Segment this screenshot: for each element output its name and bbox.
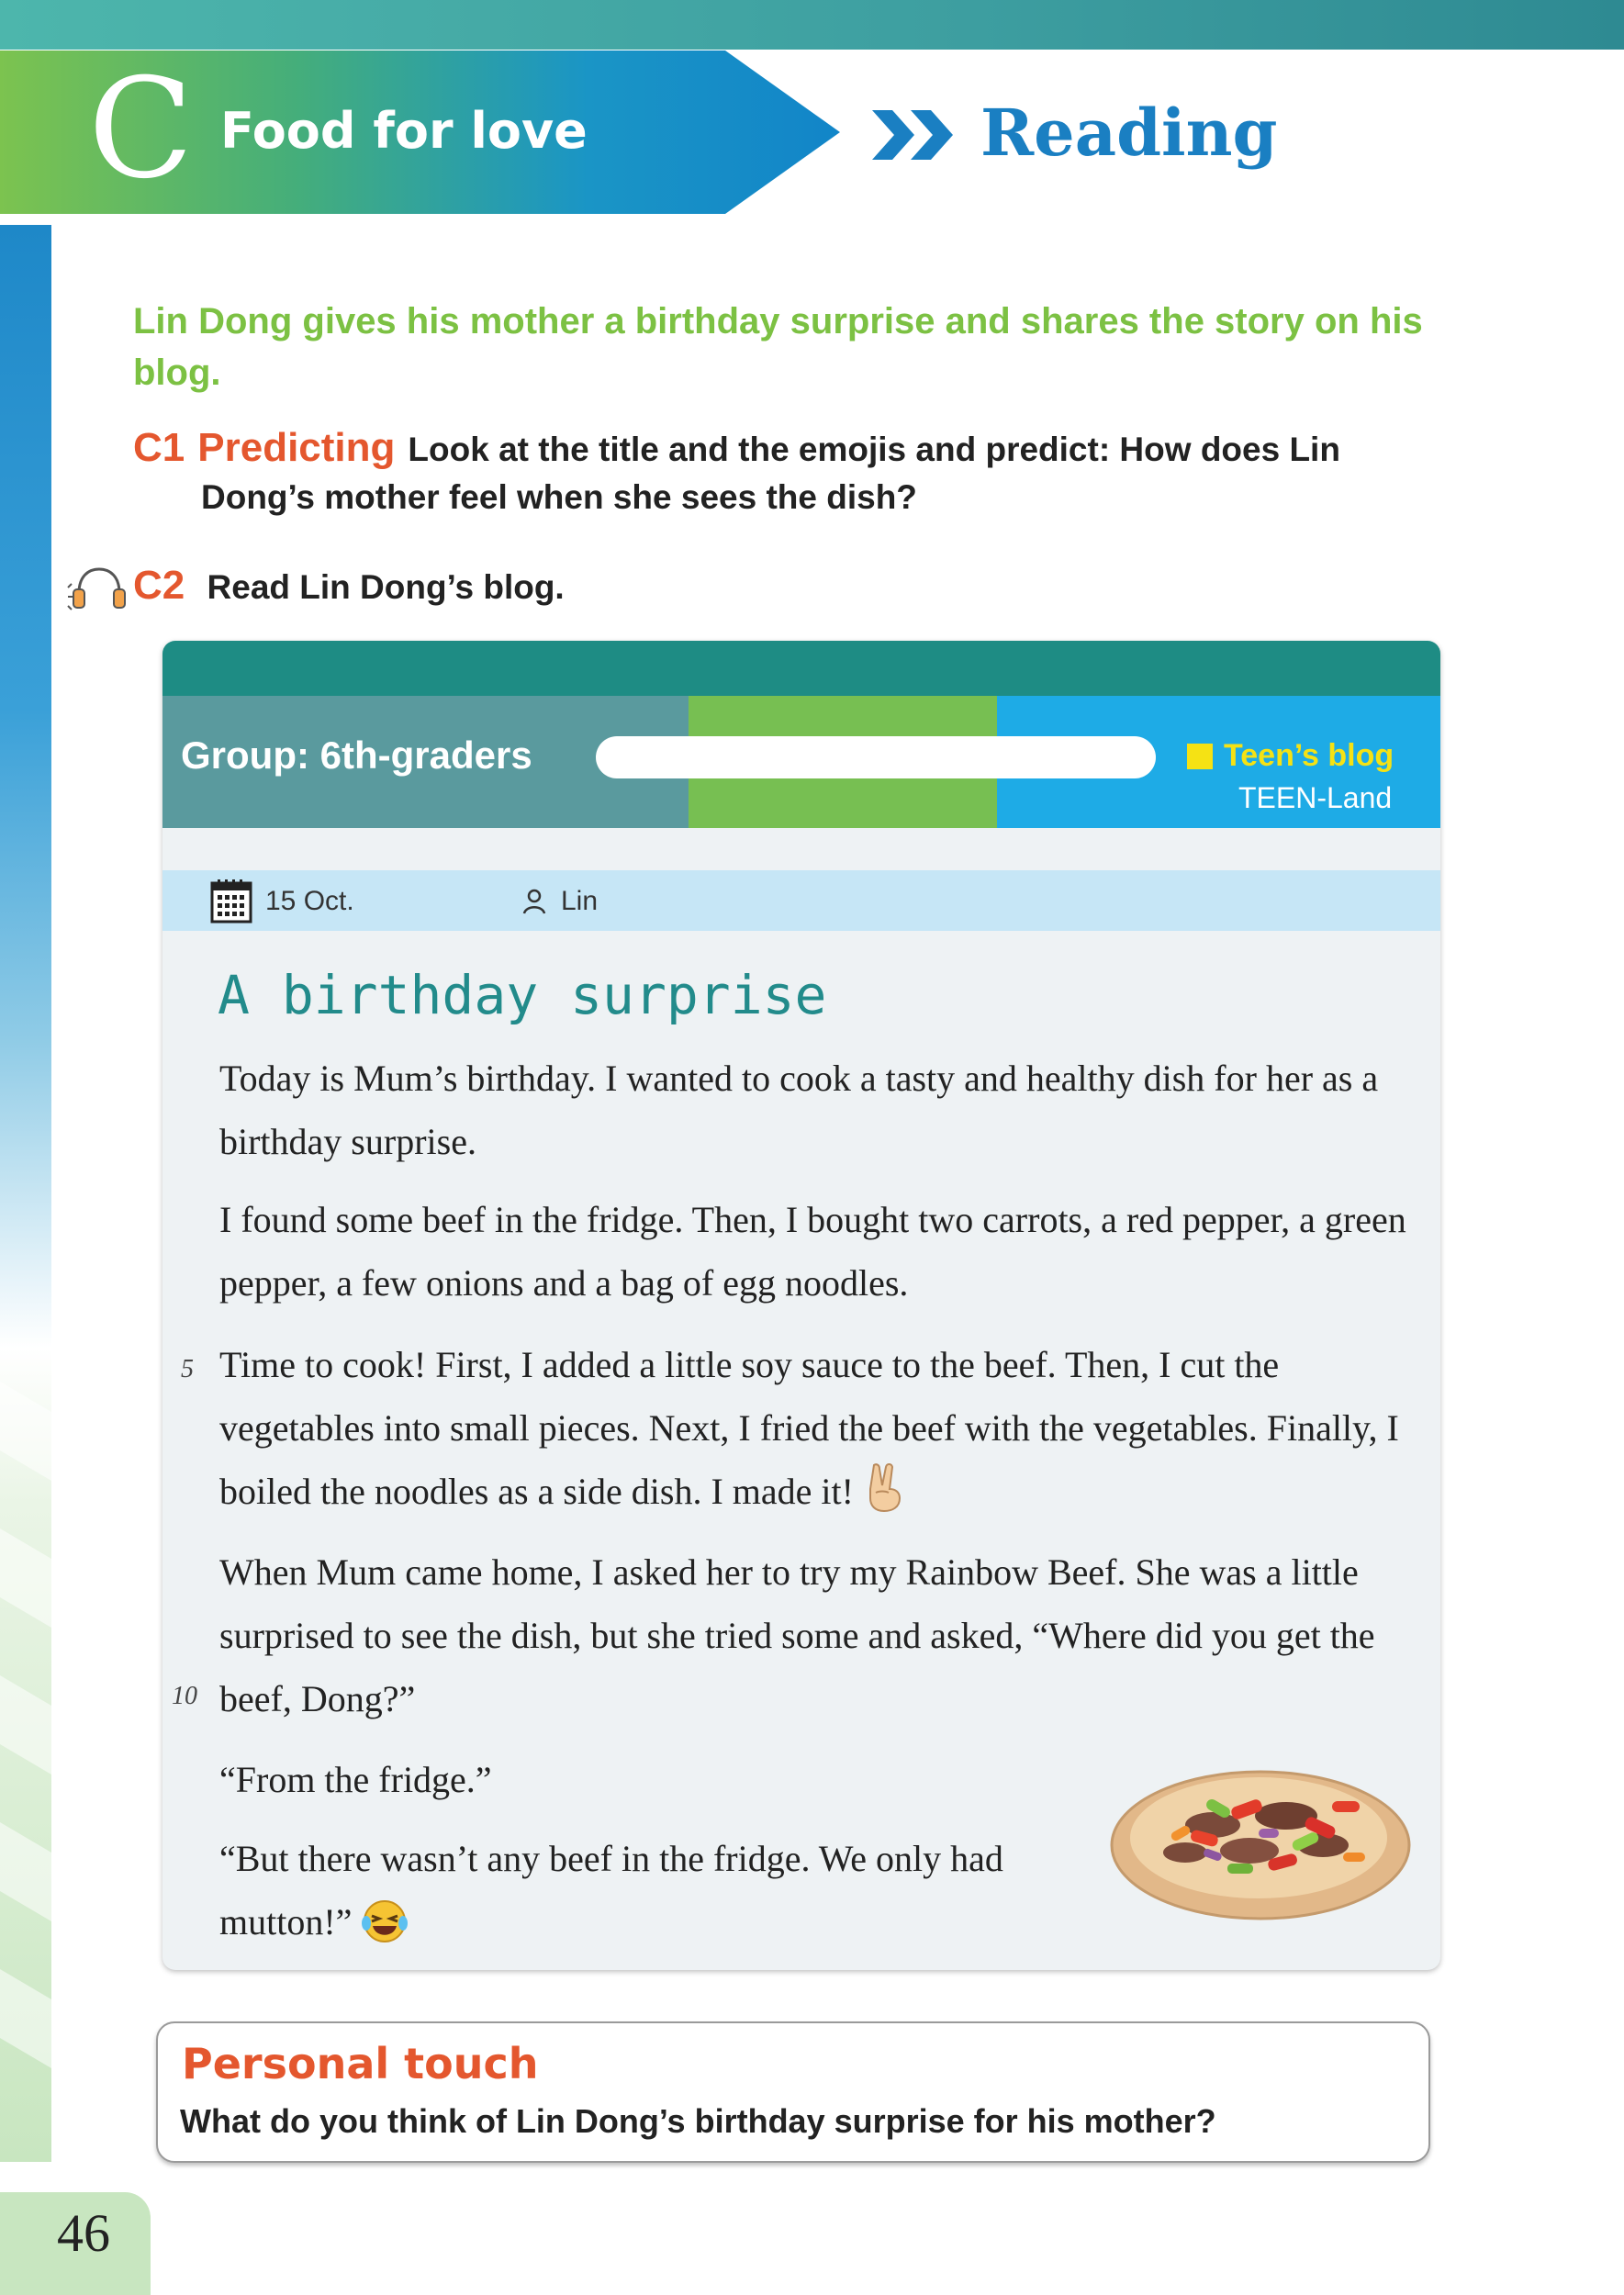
intro-text: Lin Dong gives his mother a birthday surprise and shares the story on his blog. xyxy=(133,301,1423,393)
post-author: Lin xyxy=(561,886,599,916)
blog-brand-name: Teen’s blog xyxy=(1224,738,1394,773)
post-paragraph xyxy=(219,1827,1101,1954)
rainbow-beef-dish-image xyxy=(1103,1742,1415,1926)
task-text: Look at the title and the emojis and predict: How does Lin xyxy=(408,431,1340,468)
peace-hand-emoji-icon xyxy=(861,1461,907,1513)
task-c2 xyxy=(133,562,565,611)
task-number: C1 xyxy=(133,425,185,470)
task-keyword: Predicting xyxy=(197,425,396,470)
personal-touch-question: What do you think of Lin Dong’s birthday surprise for his mother? xyxy=(180,2102,1216,2140)
headphones-icon xyxy=(66,565,127,613)
top-stripe xyxy=(0,0,1624,50)
line-number: 10 xyxy=(172,1682,197,1710)
chevron-shape xyxy=(0,1382,51,1519)
post-title: A birthday surprise xyxy=(218,964,827,1026)
task-text-continued: Dong’s mother feel when she sees the dish? xyxy=(201,478,917,516)
line-number: 5 xyxy=(181,1355,194,1383)
post-paragraph-text: “But there wasn’t any beef in the fridge. We only had mutton!” xyxy=(219,1838,1003,1942)
post-paragraph: I found some beef in the fridge. Then, I bought two carrots, a red pepper, a green pepper, a few onions and a bag of egg noodles. xyxy=(219,1199,1406,1304)
brand-square-icon xyxy=(1187,744,1213,769)
blog-group-label: Group: 6th-graders xyxy=(181,733,532,777)
blog-top-strip xyxy=(162,641,1440,696)
post-paragraph: Today is Mum’s birthday. I wanted to cook a tasty and healthy dish for her as a birthday surprise. xyxy=(219,1058,1379,1162)
left-decorative-bar xyxy=(0,225,51,2162)
chevron-shape xyxy=(0,1969,51,2107)
blog-card xyxy=(162,641,1440,1970)
double-chevron-icon xyxy=(872,110,957,160)
chevron-shape xyxy=(0,1675,51,1813)
post-paragraph-text: Time to cook! First, I added a little soy sauce to the beef. Then, I cut the vegetables into small pieces. Next, I fried the beef with the vegetables. Finally, I boiled the noodles as a side dish. I made it! xyxy=(219,1344,1399,1512)
laughing-tears-emoji-icon xyxy=(361,1898,409,1945)
post-paragraph: When Mum came home, I asked her to try my Rainbow Beef. She was a little surprised to see the dish, but she tried some and asked, “Where did you get the beef, Dong?” xyxy=(219,1551,1375,1719)
page-number: 46 xyxy=(57,2203,110,2263)
post-date: 15 Oct. xyxy=(265,886,354,916)
section-title: Food for love xyxy=(220,102,588,160)
blog-search-bar[interactable] xyxy=(596,736,1156,778)
chevron-shape xyxy=(0,1822,51,1960)
task-number: C2 xyxy=(133,563,185,608)
post-paragraph xyxy=(219,1333,1413,1523)
task-c1 xyxy=(133,424,1418,521)
personal-touch-title: Personal touch xyxy=(182,2039,539,2088)
skill-label: Reading xyxy=(980,95,1278,171)
section-letter: C xyxy=(88,50,194,209)
post-meta-bar xyxy=(162,870,1440,931)
post-paragraph: “From the fridge.” xyxy=(219,1759,492,1800)
task-text: Read Lin Dong’s blog. xyxy=(207,568,565,606)
user-icon xyxy=(522,889,546,914)
blog-brand-site: TEEN-Land xyxy=(1238,781,1393,814)
chevron-shape xyxy=(0,1528,51,1666)
personal-touch-box xyxy=(156,2021,1430,2163)
calendar-icon xyxy=(210,878,252,924)
